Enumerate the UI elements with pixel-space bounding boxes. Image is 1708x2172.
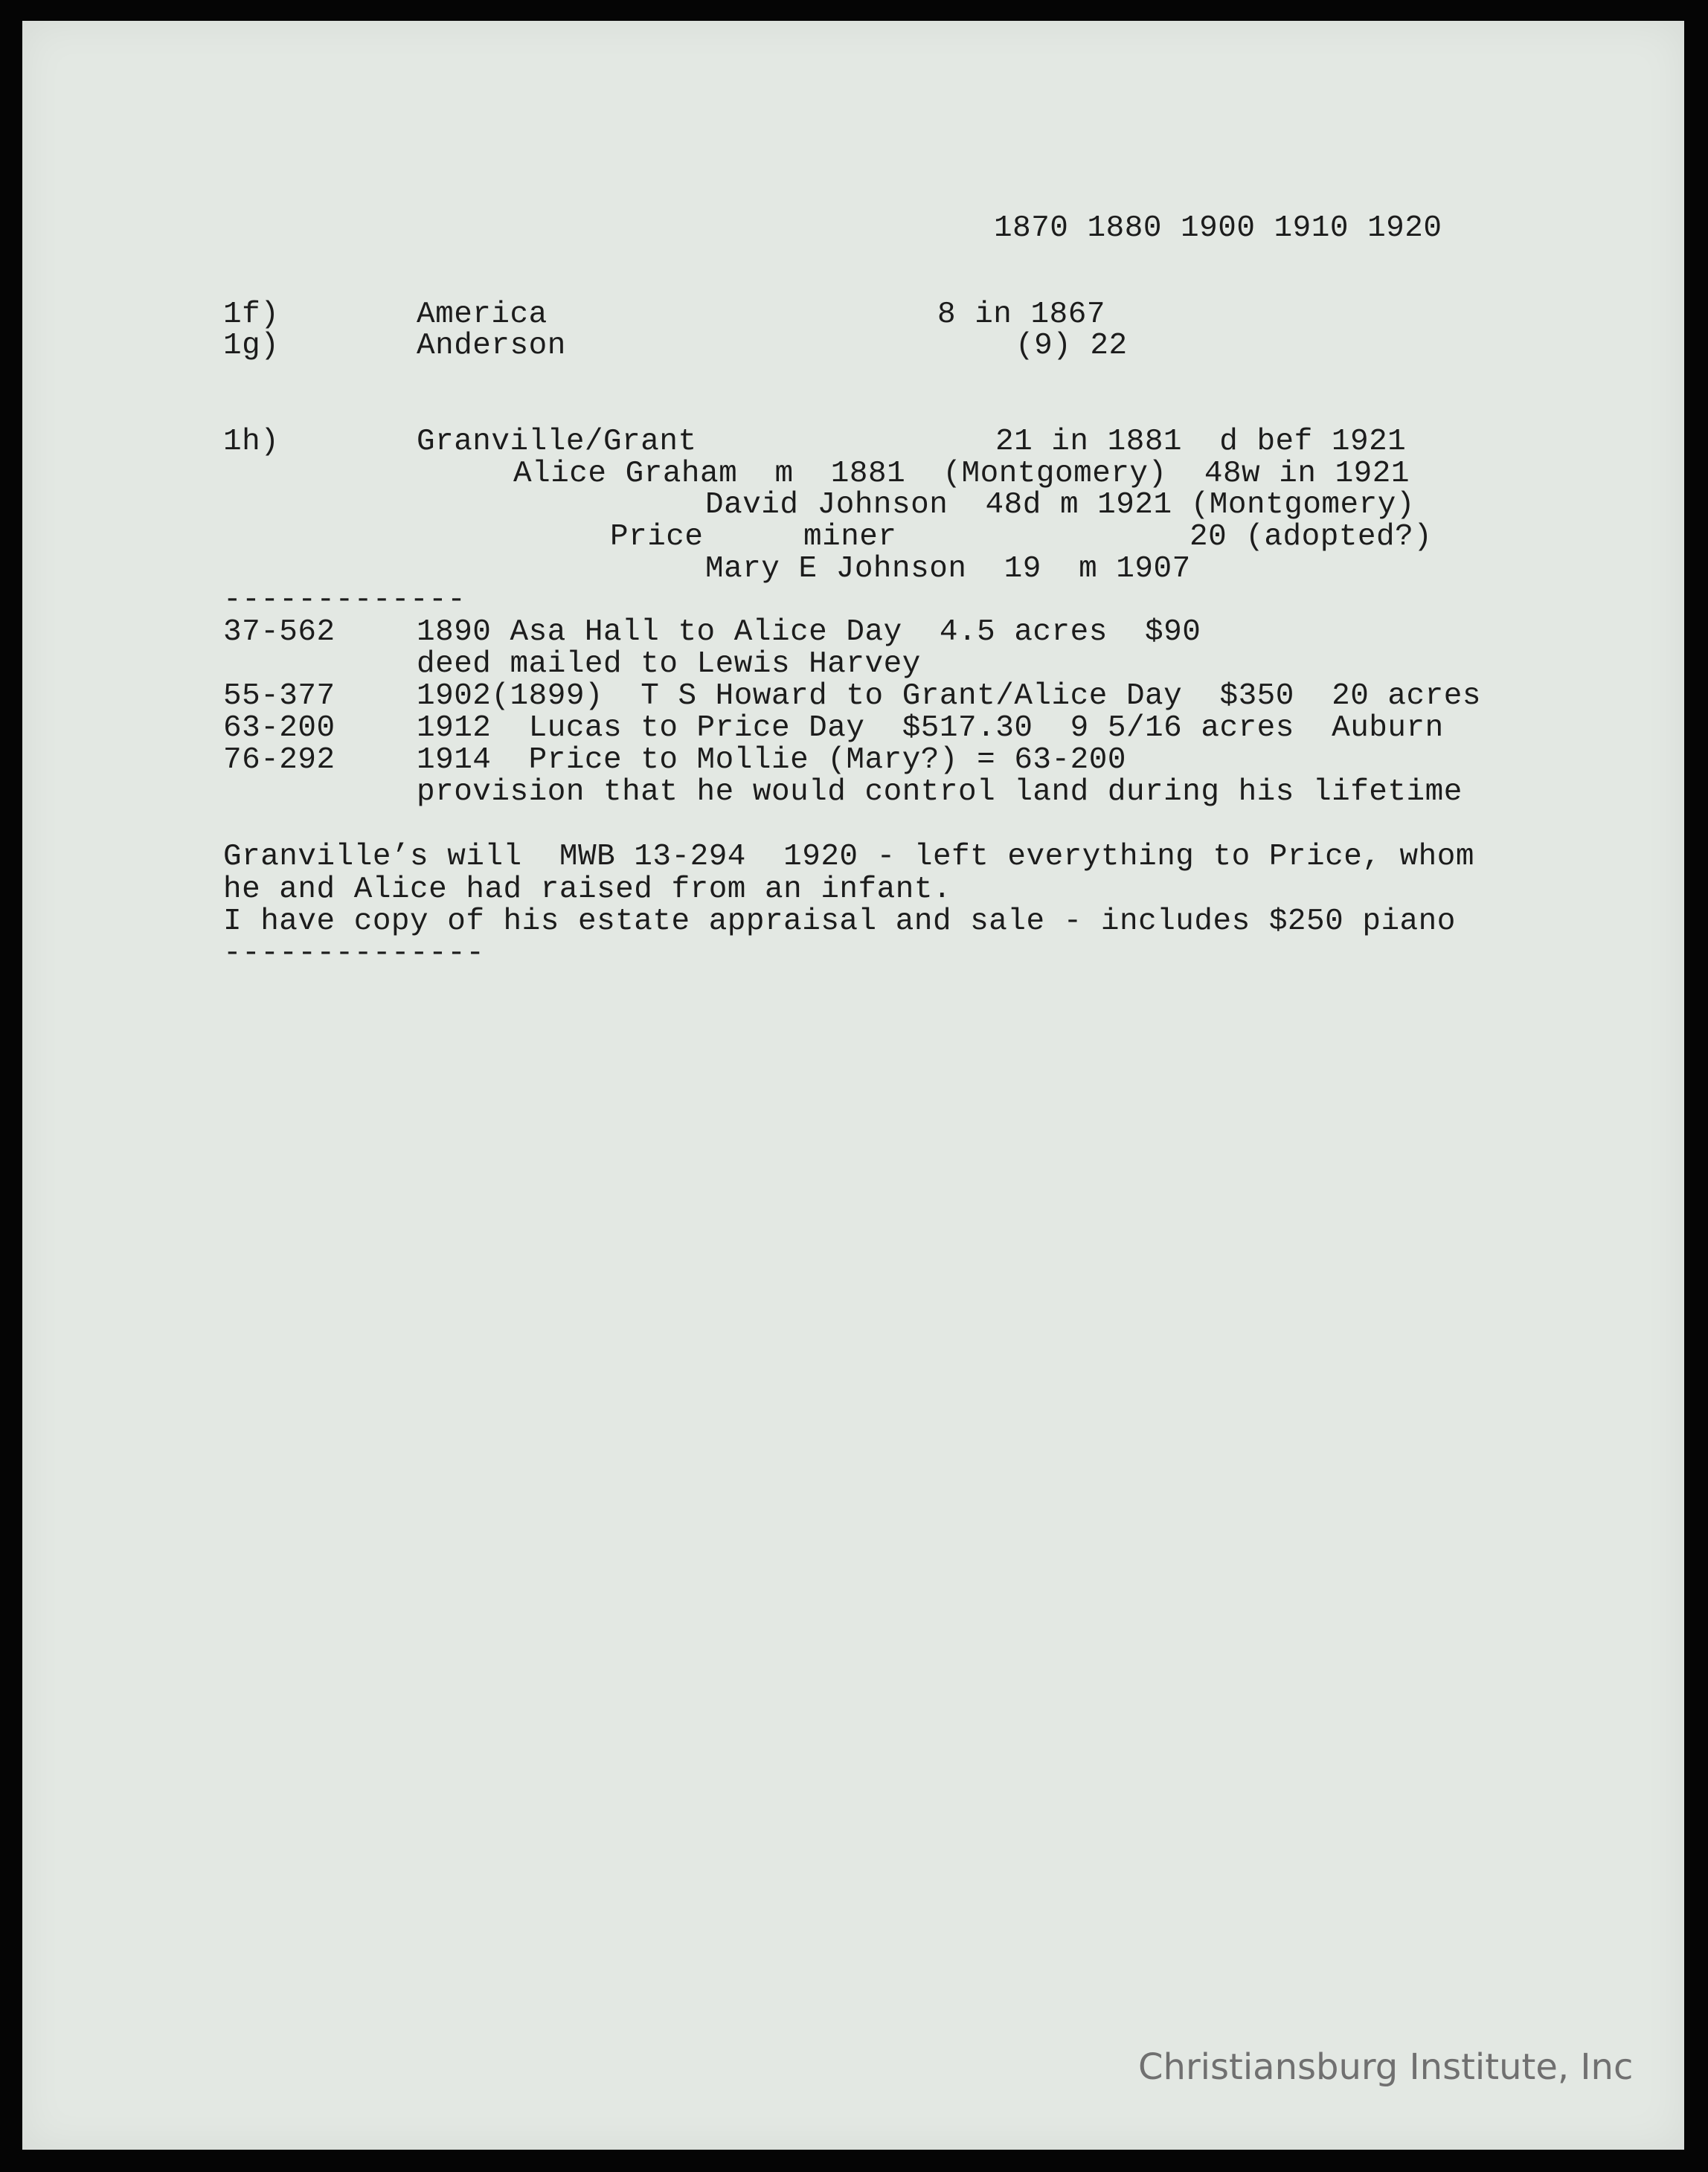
deed-ref: 76-292	[223, 743, 336, 777]
entry-1g-name: Anderson	[417, 329, 566, 363]
entry-1h-child-name: Price	[610, 520, 704, 554]
entry-1h-spouse: Alice Graham m 1881 (Montgomery) 48w in 1921	[513, 457, 1410, 491]
entry-1f-name: America	[417, 298, 548, 332]
entry-1h-child-occupation: miner	[803, 520, 897, 554]
deed-ref: 63-200	[223, 711, 336, 745]
entry-1h-child-spouse: Mary E Johnson 19 m 1907	[705, 552, 1191, 586]
divider: -------------	[223, 583, 466, 617]
watermark: Christiansburg Institute, Inc	[1138, 2046, 1634, 2088]
deed-text: 1914 Price to Mollie (Mary?) = 63-200	[417, 743, 1126, 777]
entry-1g-note: (9) 22	[1015, 329, 1128, 363]
deed-text: 1902(1899) T S Howard to Grant/Alice Day $350 20 acres	[417, 679, 1481, 713]
note-line: I have copy of his estate appraisal and sale - includes $250 piano	[223, 905, 1456, 939]
entry-1h-child-note: 20 (adopted?)	[1190, 520, 1433, 554]
deed-ref: 37-562	[223, 615, 336, 649]
deed-text: 1912 Lucas to Price Day $517.30 9 5/16 acres Auburn	[417, 711, 1444, 745]
entry-1h-name: Granville/Grant	[417, 425, 697, 459]
entry-1f-id: 1f)	[223, 298, 280, 332]
census-years-header: 1870 1880 1900 1910 1920	[994, 211, 1442, 245]
entry-1h-note: 21 in 1881 d bef 1921	[995, 425, 1407, 459]
note-line: he and Alice had raised from an infant.	[223, 873, 952, 907]
deed-text: 1890 Asa Hall to Alice Day 4.5 acres $90	[417, 615, 1201, 649]
entry-1f-note: 8 in 1867	[937, 298, 1105, 332]
entry-1h-spouse2: David Johnson 48d m 1921 (Montgomery)	[705, 488, 1415, 522]
entry-1g-id: 1g)	[223, 329, 280, 363]
deed-text-continued: deed mailed to Lewis Harvey	[417, 647, 921, 681]
note-line: Granville’s will MWB 13-294 1920 - left everything to Price, whom	[223, 840, 1474, 874]
deed-ref: 55-377	[223, 679, 336, 713]
paper-page	[22, 21, 1684, 2150]
divider: --------------	[223, 936, 485, 971]
entry-1h-id: 1h)	[223, 425, 280, 459]
deed-text-continued: provision that he would control land during his lifetime	[417, 775, 1463, 809]
